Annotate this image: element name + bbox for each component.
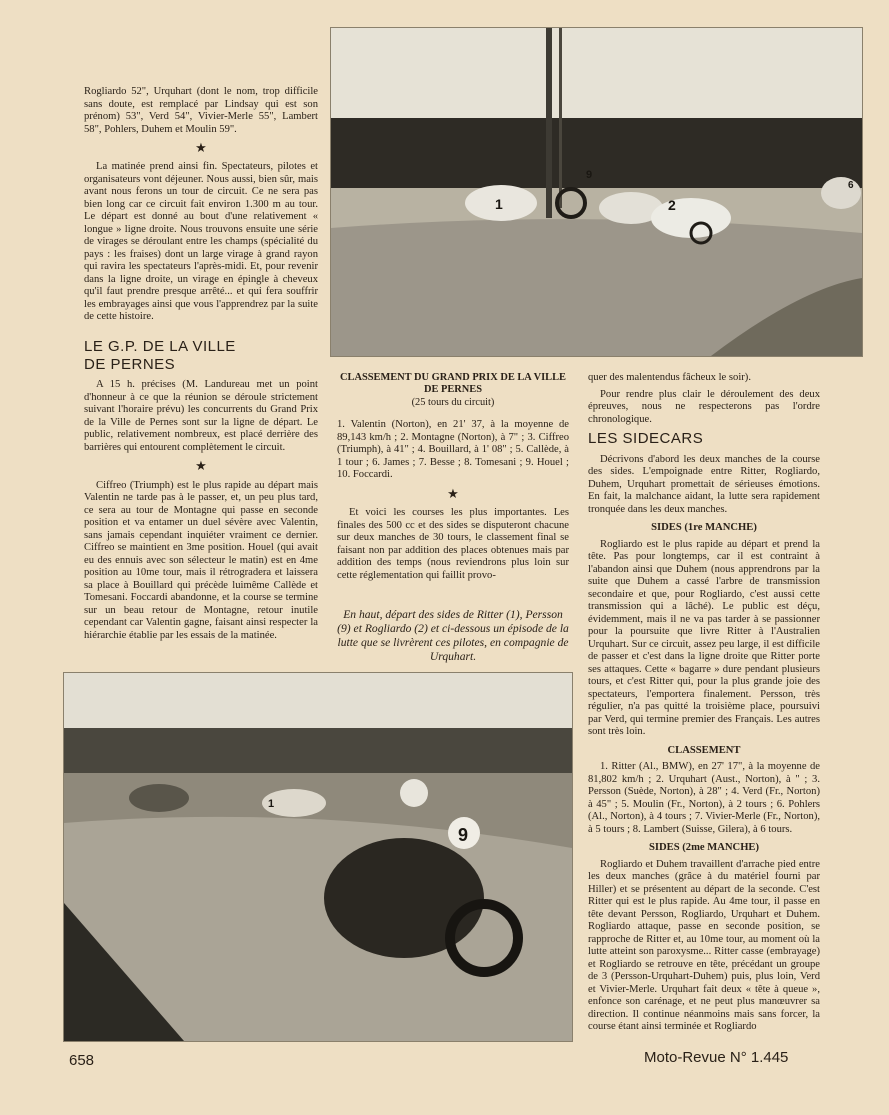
heading-line-2: DE PERNES (84, 355, 176, 373)
sidecar-number-mid: 9 (586, 169, 593, 181)
star-separator: ★ (195, 140, 207, 155)
photo-sidecar-start-drawing (331, 28, 862, 356)
courses-paragraph: Et voici les courses les plus importantes. Les finales des 500 cc et des sides se disputeront chacune sur deux manches de 30 tours, le classement final se faisant non par addition des places obtenues mais par addition des temps (nous reviendrons plus loin sur cette réglementation qui faillit provo- (337, 507, 569, 581)
gp-results: 1. Valentin (Norton), en 21' 37, à la moyenne de 89,143 km/h ; 2. Montagne (Norton), à 7" ; 3. Ciffreo (Triumph), à 41" ; 4. Bouillard, à 1' 08" ; 5. Callède, à 1 tour ; 6. James ; 7. Besse ; 8. Tomesani ; 9. Houel ; 10. Foccardi. (337, 419, 569, 481)
star-separator: ★ (195, 458, 207, 474)
sidecar-number-right: 2 (668, 197, 676, 213)
matinee-paragraph: La matinée prend ainsi fin. Spectateurs, pilotes et organisateurs vont déjeuner. Nous aussi, bien sûr, mais avant nous ferons un tour de circuit. Ce ne sera pas bien long car ce circuit fait environ 1.300 m au tour. Le départ est donné au bout d'une relativement « longue » ligne droite. Nous trouvons ensuite une série de virages se déroulant entre les champs (spécialité du pays : les fraises) dont un large virage à grand rayon qui ravira les spectateurs l'après-midi. Et, pour revenir dans la ligne droite, un virage en épingle à cheveux qu'il faut prendre presque arrêté... et qui fera souffrir les embrayages ainsi que vous l'apprendrez par la suite de cette histoire. (84, 161, 318, 323)
sidecar-number-back: 1 (268, 798, 275, 810)
section-heading-sidecars: LES SIDECARS (588, 430, 704, 447)
photo-caption: En haut, départ des sides de Ritter (1), Persson (9) et Rogliardo (2) et ci-dessous un épisode de la lutte que se livrèrent ces pilotes, en compagnie de Urquhart. (337, 608, 569, 663)
magazine-issue: Moto-Revue N° 1.445 (644, 1049, 789, 1066)
continued-text: quer des malentendus fâcheux le soir). (588, 372, 751, 383)
column-right (588, 372, 820, 1038)
pour-paragraph: Pour rendre plus clair le déroulement des deux épreuves, nous ne respecterons pas l'ordre chronologique. (588, 388, 820, 425)
sides1-title: SIDES (1re MANCHE) (651, 522, 757, 534)
classement-title: CLASSEMENT (667, 744, 741, 756)
results-box-subtitle: (25 tours du circuit) (411, 396, 495, 408)
star-separator: ★ (447, 485, 459, 501)
classement-paragraph: 1. Ritter (Al., BMW), en 27' 17", à la moyenne de 81,802 km/h ; 2. Urquhart (Aust., Norton), à " ; 3. Persson (Suède, Norton), à 28" ; 4. Verd (Fr., Norton) à 45" ; 5. Moulin (Fr., Norton), à 2 tours ; 6. Pohlers (Al., Norton), à 4 tours ; 7. Vivier-Merle (Fr., Norton), à 5 tours ; 8. Lambert (Suisse, Gilera), à 6 tours. (588, 761, 820, 835)
intro-paragraph: Rogliardo 52", Urquhart (dont le nom, trop difficile sans doute, est remplacé par Lindsay qui est son prénom) 53", Verd 54", Vivier-Merle 55", Lambert 58", Pohlers, Duhem et Moulin 59". (84, 86, 318, 135)
sidecar-number-left: 1 (495, 196, 503, 212)
section-heading-gp (84, 338, 318, 373)
heading-line-1: LE G.P. DE LA VILLE (84, 337, 236, 355)
sidecar-number-front: 9 (458, 825, 469, 845)
photo-sidecar-duel (63, 672, 573, 1042)
sides2-title: SIDES (2me MANCHE) (648, 842, 760, 854)
column-left (84, 86, 318, 646)
decrivons-paragraph: Décrivons d'abord les deux manches de la course des sides. L'empoignade entre Ritter, Rogliardo, Duhem, Urquhart promettait de sérieuses émotions. En fait, la malchance aidant, la lutte sera rapidement tronquée dans les deux manches. (588, 453, 820, 515)
photo-sidecar-start (330, 27, 863, 357)
page-number: 658 (69, 1052, 95, 1069)
sidecar-number-far: 6 (848, 180, 854, 191)
column-middle (337, 372, 569, 664)
results-box-title: CLASSEMENT DU GRAND PRIX DE LA VILLE DE PERNES (340, 372, 566, 396)
sides1-paragraph: Rogliardo est le plus rapide au départ et prend la tête. Pas pour longtemps, car il est contraint à l'abandon ainsi que Duhem (nous apprendrons par la suite que Duhem a cassé l'arbre de transmission secondaire et que, pour Rogliardo, c'est aussi cette transmission qui a lâché). Le public est déçu, évidemment, mais il ne va pas tarder à se passionner pour la poursuite que livre Ritter à l'Australien Urquhart. Sur ce circuit, assez peu large, il est difficile de passer et c'est dans la ligne droite que Ritter porte ses attaques. Cette « bagarre » dure pendant plusieurs tours, et c'est Ritter qui, pour la plus grande joie des spectateurs, l'emportera finalement. Persson, très régulier, n'a pas quitté la troisième place, poursuivi par Verd, qui termine premier des Français. Les autres sont très loin. (588, 538, 820, 738)
sides2-paragraph: Rogliardo et Duhem travaillent d'arrache pied entre les deux manches (grâce à du matériel fourni par Hiller) et se présentent au départ de la seconde. C'est Ritter qui est le plus rapide. Au 4me tour, il passe en tête devant Persson, Rogliardo, Urquhart et Duhem. Rogliardo attaque, passe en seconde position, se rapproche de Ritter et, au 10me tour, au moment où la lutte atteint son paroxysme... Ritter casse (embrayage) et Rogliardo se retrouve en tête, précédant un groupe de 3 (Persson-Urquhart-Duhem) puis, plus loin, Verd et Vivier-Merle. Urquhart fait deux « tête à queue », enfonce son carénage, et ne peut plus manœuvrer sa direction. Il continue néanmoins mais sans forcer, la course étant ainsi terminée et Rogliardo (588, 858, 820, 1033)
landureau-paragraph: A 15 h. précises (M. Landureau met un point d'honneur à ce que la réunion se déroule strictement suivant l'horaire prévu) les concurrents du Grand Prix de la Ville de Pernes sont sur la ligne de départ. Le public, relativement nombreux, est placé derrière des barrières qui entourent complètement le circuit. (84, 379, 318, 453)
ciffreo-paragraph: Ciffreo (Triumph) est le plus rapide au départ mais Valentin ne tarde pas à le passer, et, un peu plus tard, ce sera au tour de Montagne qui passe en seconde position et va entamer un duel sévère avec Valentin, sans jamais cependant inquiéter vraiment ce dernier. Ciffreo se maintient en 3me position. Houel (qui avait eu des ennuis avec son sélecteur le matin) est en 4me position au 10me tour, mais il rétrogradera et laissera sa place à Bouillard qui précède luimême Callède et Tomesani. Foccardi abandonne, et la course se termine sur un beau retour de Montagne, retour inutile cependant car Valentin gagne, faisant ainsi respecter la hiérarchie établie par les essais de la matinée. (84, 479, 318, 641)
photo-sidecar-duel-drawing (64, 673, 572, 1041)
